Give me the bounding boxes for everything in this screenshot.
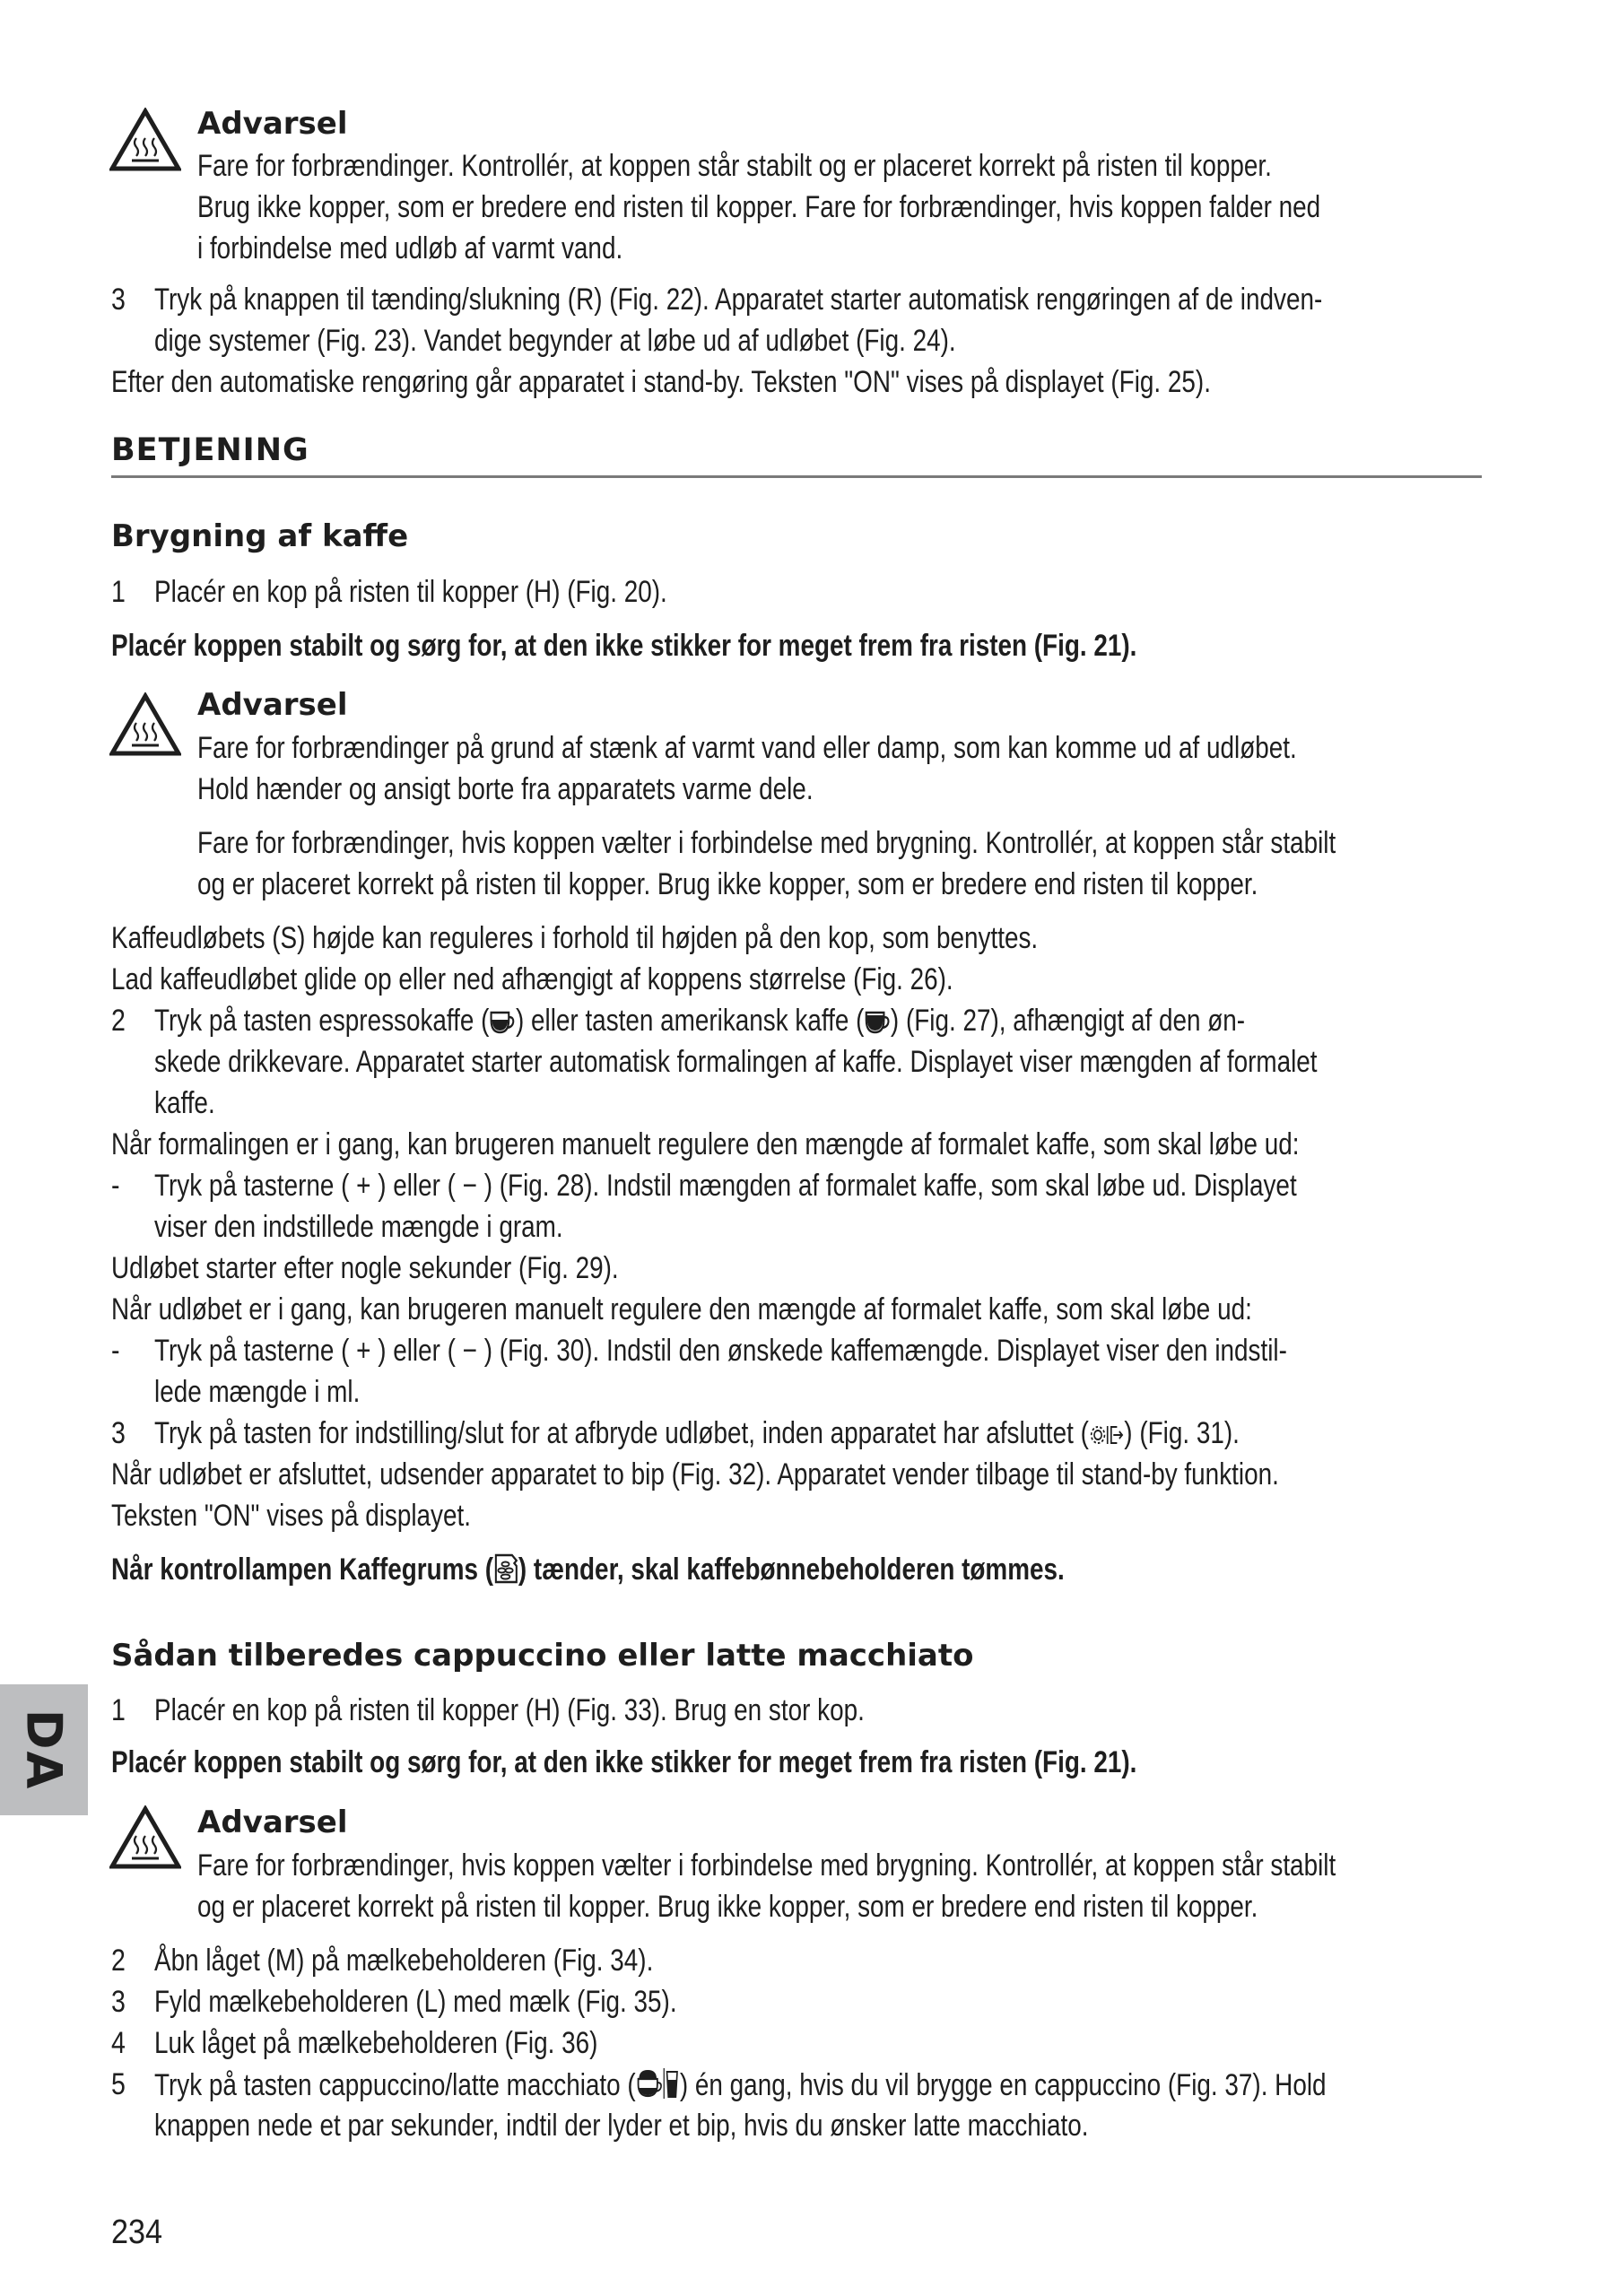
warning-text-line: Hold hænder og ansigt borte fra apparatets varme dele. — [197, 772, 814, 806]
step-number: 3 — [111, 283, 126, 317]
warning-text-line: Fare for forbrændinger. Kontrollér, at koppen står stabilt og er placeret korrekt på risten til kopper. — [197, 149, 1272, 183]
bold-note: Placér koppen stabilt og sørg for, at den ikke stikker for meget frem fra risten (Fig. 21). — [111, 1745, 1137, 1779]
step-number: 3 — [111, 1985, 126, 2019]
step-text: ) (Fig. 27), afhængigt af den øn- — [890, 1004, 1246, 1038]
page-number: 234 — [111, 2213, 163, 2251]
language-tab — [0, 1684, 88, 1815]
warning-heading: Advarsel — [197, 106, 348, 142]
step-text: Tryk på tasten cappuccino/latte macchiato ( — [154, 2068, 636, 2102]
warning-text-line: Fare for forbrændinger, hvis koppen vælter i forbindelse med brygning. Kontrollér, at koppen står stabilt — [197, 1848, 1336, 1883]
subsection-title-brewing: Brygning af kaffe — [111, 518, 409, 554]
step-text-line: knappen nede et par sekunder, indtil der lyder et bip, hvis du ønsker latte macchiato. — [154, 2109, 1089, 2143]
step-text: ) eller tasten amerikansk kaffe ( — [515, 1004, 865, 1038]
bold-note: Placér koppen stabilt og sørg for, at den ikke stikker for meget frem fra risten (Fig. 21). — [111, 629, 1137, 663]
bold-note-text: ) tænder, skal kaffebønnebeholderen tømmes. — [518, 1552, 1065, 1587]
body-text-line: Kaffeudløbets (S) højde kan reguleres i forhold til højden på den kop, som benyttes. — [111, 921, 1039, 955]
step-text-line: Fyld mælkebeholderen (L) med mælk (Fig. 35). — [154, 1985, 677, 2019]
hot-surface-warning-icon — [109, 108, 181, 172]
step-text-line: dige systemer (Fig. 23). Vandet begynder at løbe ud af udløbet (Fig. 24). — [154, 324, 956, 358]
step-text: ) (Fig. 31). — [1124, 1416, 1240, 1450]
section-divider — [111, 475, 1482, 478]
warning-text-line: og er placeret korrekt på risten til kopper. Brug ikke kopper, som er bredere end risten til kopper. — [197, 1890, 1258, 1924]
step-number: 2 — [111, 1944, 126, 1978]
body-text-line: Udløbet starter efter nogle sekunder (Fig. 29). — [111, 1251, 619, 1285]
step-number: 4 — [111, 2026, 126, 2060]
step-text-line: Åbn låget (M) på mælkebeholderen (Fig. 34). — [154, 1944, 654, 1978]
warning-text-line: i forbindelse med udløb af varmt vand. — [197, 231, 623, 265]
step-text-line: Placér en kop på risten til kopper (H) (Fig. 20). — [154, 575, 667, 609]
step-text-line: Placér en kop på risten til kopper (H) (Fig. 33). Brug en stor kop. — [154, 1693, 865, 1727]
step-number: 2 — [111, 1004, 126, 1038]
subsection-title-cappuccino: Sådan tilberedes cappuccino eller latte macchiato — [111, 1638, 974, 1674]
body-text-line: Når udløbet er afsluttet, udsender apparatet to bip (Fig. 32). Apparatet vender tilbage til stand-by funktion. — [111, 1457, 1279, 1492]
warning-text-line: Fare for forbrændinger på grund af stænk af varmt vand eller damp, som kan komme ud af udløbet. — [197, 731, 1297, 765]
long-coffee-cup-icon — [864, 1007, 891, 1036]
step-text: Tryk på tasten for indstilling/slut for at afbryde udløbet, inden apparatet har afsluttet ( — [154, 1416, 1089, 1450]
step-number: 1 — [111, 575, 126, 609]
bullet-text-line: Tryk på tasterne ( + ) eller ( − ) (Fig. 28). Indstil mængden af formalet kaffe, som skal løbe ud. Displayet — [154, 1169, 1297, 1203]
body-text-line: Når formalingen er i gang, kan brugeren manuelt regulere den mængde af formalet kaffe, som skal løbe ud: — [111, 1127, 1300, 1161]
hot-surface-warning-icon — [109, 692, 181, 757]
bold-note-text: Når kontrollampen Kaffegrums ( — [111, 1552, 494, 1587]
body-text-line: Lad kaffeudløbet glide op eller ned afhængigt af koppens størrelse (Fig. 26). — [111, 962, 953, 996]
bullet-text-line: viser den indstillede mængde i gram. — [154, 1210, 563, 1244]
grounds-container-icon — [493, 1552, 518, 1585]
step-text-line — [154, 1003, 1245, 1039]
step-text-line — [154, 2066, 1327, 2102]
step-text: ) én gang, hvis du vil brygge en cappuccino (Fig. 37). Hold — [679, 2068, 1327, 2102]
bullet-dash: - — [111, 1334, 120, 1368]
settings-exit-icon — [1089, 1422, 1124, 1448]
step-text-line: kaffe. — [154, 1086, 215, 1120]
body-text-line: Når udløbet er i gang, kan brugeren manuelt regulere den mængde af formalet kaffe, som skal løbe ud: — [111, 1292, 1252, 1326]
step-text: Tryk på tasten espressokaffe ( — [154, 1004, 490, 1038]
step-number: 5 — [111, 2067, 126, 2101]
bullet-text-line: lede mængde i ml. — [154, 1375, 361, 1409]
body-text-line: Efter den automatiske rengøring går apparatet i stand-by. Teksten "ON" vises på displayet (Fig. 25). — [111, 365, 1211, 399]
warning-text-line: og er placeret korrekt på risten til kopper. Brug ikke kopper, som er bredere end risten til kopper. — [197, 867, 1258, 901]
warning-heading: Advarsel — [197, 1805, 348, 1840]
bullet-dash: - — [111, 1169, 120, 1203]
step-number: 3 — [111, 1416, 126, 1450]
section-title: BETJENING — [111, 432, 309, 468]
hot-surface-warning-icon — [109, 1805, 181, 1870]
step-number: 1 — [111, 1693, 126, 1727]
warning-heading: Advarsel — [197, 687, 348, 723]
warning-text-line: Fare for forbrændinger, hvis koppen vælter i forbindelse med brygning. Kontrollér, at koppen står stabilt — [197, 826, 1336, 860]
step-text-line: Luk låget på mælkebeholderen (Fig. 36) — [154, 2026, 598, 2060]
language-tab-label: DA — [15, 1709, 73, 1791]
step-text-line: Tryk på knappen til tænding/slukning (R) (Fig. 22). Apparatet starter automatisk rengøringen af de indven- — [154, 283, 1323, 317]
bullet-text-line: Tryk på tasterne ( + ) eller ( − ) (Fig. 30). Indstil den ønskede kaffemængde. Displayet viser den indstil- — [154, 1334, 1287, 1368]
body-text-line: Teksten "ON" vises på displayet. — [111, 1499, 471, 1533]
espresso-cup-icon — [489, 1007, 516, 1036]
step-text-line — [154, 1415, 1240, 1451]
cappuccino-latte-icon — [636, 2066, 680, 2100]
step-text-line: skede drikkevare. Apparatet starter automatisk formalingen af kaffe. Displayet viser mængden af formalet — [154, 1045, 1318, 1079]
warning-text-line: Brug ikke kopper, som er bredere end risten til kopper. Fare for forbrændinger, hvis koppen falder ned — [197, 190, 1321, 224]
bold-note — [111, 1552, 1065, 1587]
